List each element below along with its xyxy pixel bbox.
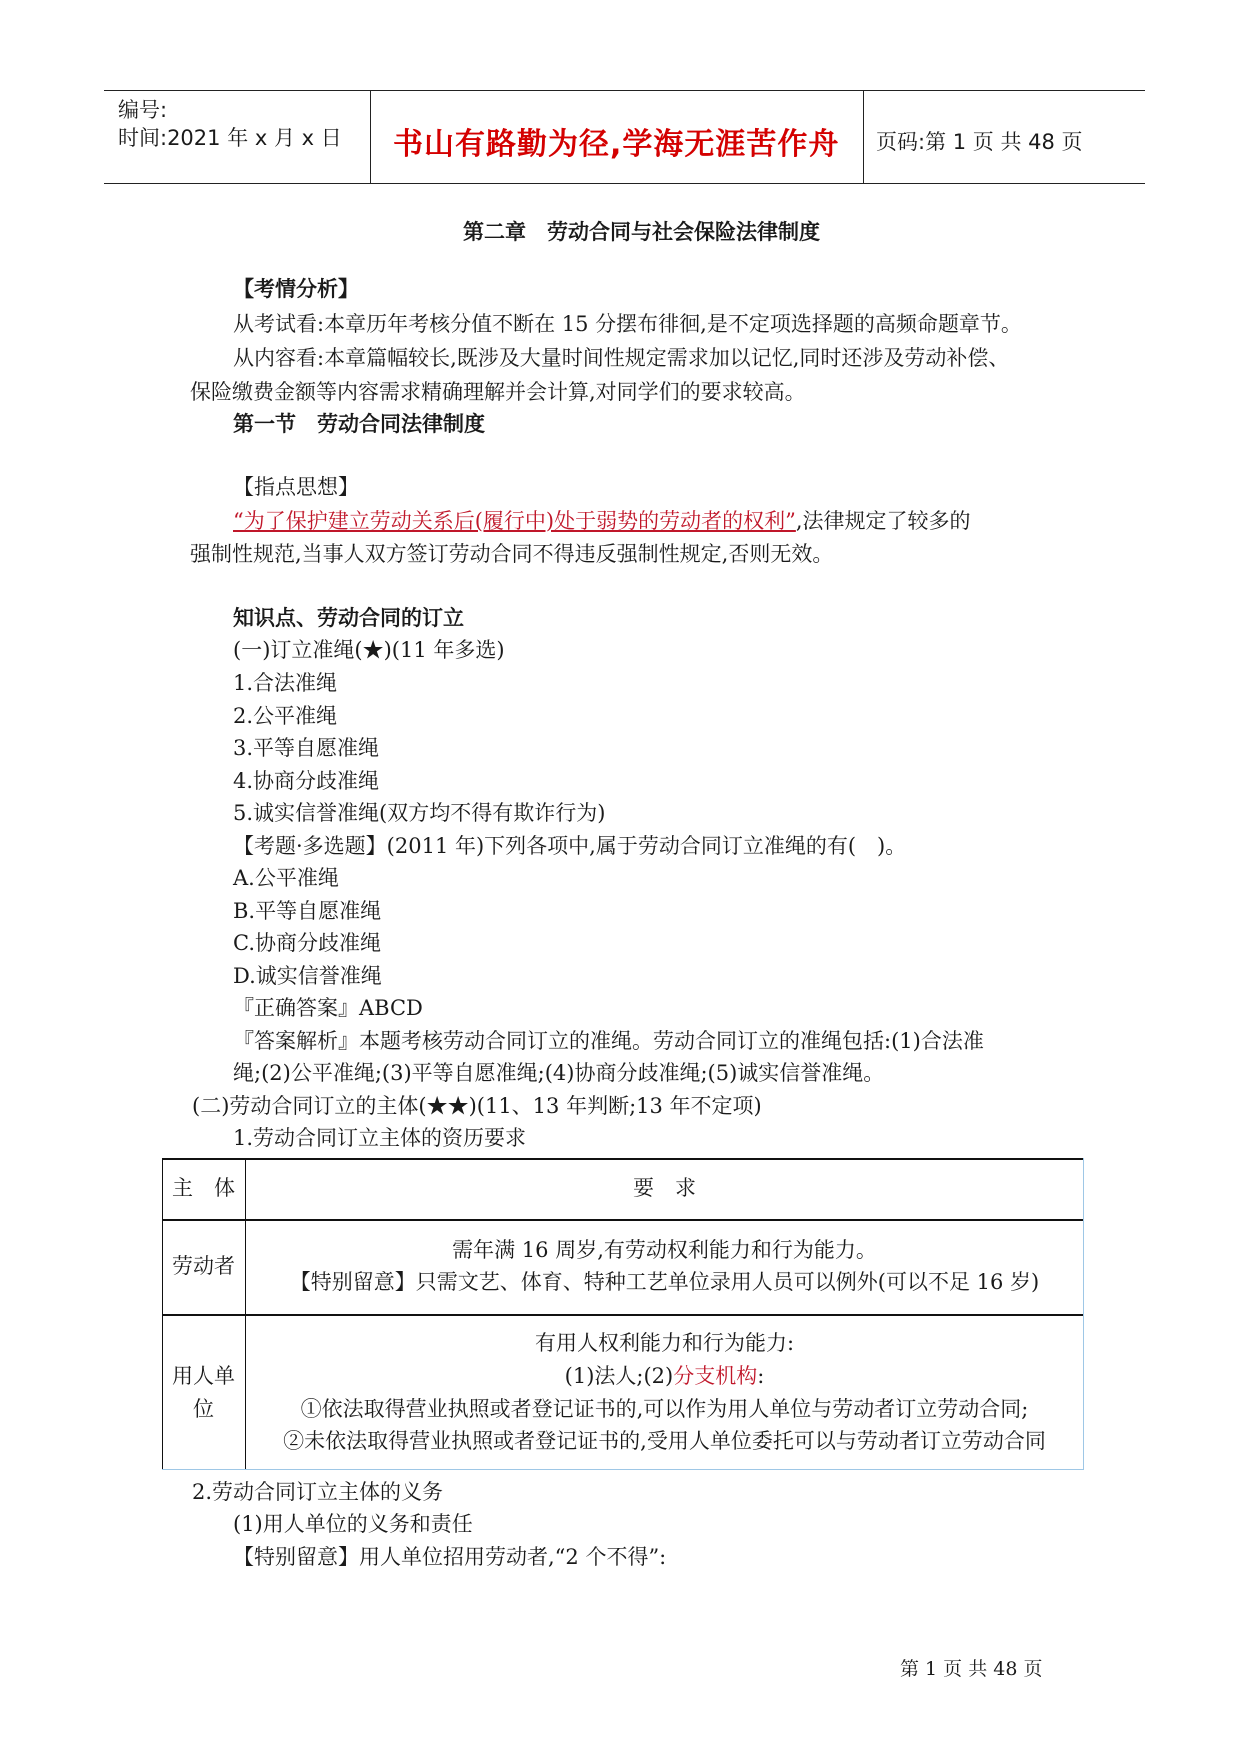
table-cell-employer-line-2 — [246, 1360, 1083, 1392]
table-row-label-worker: 劳动者 — [172, 1254, 235, 1278]
qualification-heading: 1.劳动合同订立主体的资历要求 — [233, 1126, 527, 1150]
principle-item: 2.公平准绳 — [233, 704, 338, 728]
guiding-quote: “为了保护建立劳动关系后(履行中)处于弱势的劳动者的权利” — [233, 509, 796, 533]
header-divider-left — [370, 91, 371, 184]
table-rule-bottom-right — [246, 1469, 1084, 1470]
table-cell-employer-line-4: ②未依法取得营业执照或者登记证书的,受用人单位委托可以与劳动者订立劳动合同 — [283, 1429, 1046, 1453]
table-rule-header — [162, 1219, 1084, 1221]
section-title: 第一节 劳动合同法律制度 — [233, 412, 485, 436]
table-rule-top — [162, 1158, 1084, 1160]
exam-question: 【考题·多选题】(2011 年)下列各项中,属于劳动合同订立准绳的有( )。 — [233, 834, 907, 858]
table-cell-worker-line-1: 需年满 16 周岁,有劳动权利能力和行为能力。 — [452, 1238, 877, 1262]
table-row-label-employer-a: 用人单 — [172, 1364, 235, 1388]
duties-heading: 2.劳动合同订立主体的义务 — [192, 1480, 444, 1504]
table-header-subject: 主 体 — [172, 1176, 235, 1200]
option-item: C.协商分歧准绳 — [233, 931, 381, 955]
table-rule-left — [162, 1158, 163, 1469]
principle-item: 1.合法准绳 — [233, 671, 338, 695]
answer-analysis-line-2: 绳;(2)公平准绳;(3)平等自愿准绳;(4)协商分歧准绳;(5)诚实信誉准绳。 — [233, 1061, 885, 1085]
option-item: A.公平准绳 — [233, 866, 339, 890]
table-cell-employer-line-1: 有用人权利能力和行为能力: — [534, 1331, 795, 1355]
principles-subheading: (一)订立准绳(★)(11 年多选) — [233, 638, 505, 662]
guiding-line-2: 强制性规范,当事人双方签订劳动合同不得违反强制性规定,否则无效。 — [190, 542, 834, 566]
chapter-title: 第二章 劳动合同与社会保险法律制度 — [463, 220, 820, 244]
table-rule-row1 — [162, 1314, 1084, 1316]
knowledge-heading: 知识点、劳动合同的订立 — [233, 606, 464, 630]
duties-note: 【特别留意】用人单位招用劳动者,“2 个不得”: — [233, 1545, 667, 1569]
table-cell-worker-line-2: 【特别留意】只需文艺、体育、特种工艺单位录用人员可以例外(可以不足 16 岁) — [289, 1270, 1040, 1294]
guiding-rest: ,法律规定了较多的 — [795, 509, 971, 533]
principle-item: 5.诚实信誉准绳(双方均不得有欺诈行为) — [233, 801, 606, 825]
analysis-line-1: 从考试看:本章历年考核分值不断在 15 分摆布徘徊,是不定项选择题的高频命题章节。 — [233, 312, 1022, 336]
principle-item: 3.平等自愿准绳 — [233, 736, 380, 760]
option-item: D.诚实信誉准绳 — [233, 964, 382, 988]
header-divider-right — [863, 91, 864, 184]
analysis-line-3: 保险缴费金额等内容需求精确理解并会计算,对同学们的要求较高。 — [190, 380, 806, 404]
header-bottom-rule — [104, 183, 1145, 184]
employer-colon: : — [757, 1364, 765, 1388]
header-top-rule — [104, 90, 1145, 91]
answer-analysis-line-1: 『答案解析』本题考核劳动合同订立的准绳。劳动合同订立的准绳包括:(1)合法准 — [233, 1029, 984, 1053]
guiding-heading: 【指点思想】 — [233, 475, 359, 499]
header-motto: 书山有路勤为径,学海无涯苦作舟 — [393, 127, 840, 162]
option-item: B.平等自愿准绳 — [233, 899, 382, 923]
duties-subheading: (1)用人单位的义务和责任 — [233, 1512, 473, 1536]
table-row-label-employer-b: 位 — [193, 1397, 214, 1421]
guiding-line-1 — [233, 505, 971, 538]
employer-legal-person: (1)法人;(2) — [564, 1364, 674, 1388]
table-rule-right — [1083, 1158, 1084, 1469]
table-header-requirement: 要 求 — [633, 1176, 696, 1200]
principle-item: 4.协商分歧准绳 — [233, 769, 380, 793]
correct-answer: 『正确答案』ABCD — [233, 996, 423, 1020]
header-time-label: 时间:2021 年 x 月 x 日 — [118, 126, 342, 150]
analysis-line-2: 从内容看:本章篇幅较长,既涉及大量时间性规定需求加以记忆,同时还涉及劳动补偿、 — [233, 346, 1010, 370]
employer-branch: 分支机构 — [673, 1364, 758, 1388]
table-cell-employer-line-3: ①依法取得营业执照或者登记证书的,可以作为用人单位与劳动者订立劳动合同; — [300, 1397, 1029, 1421]
subject-subheading: (二)劳动合同订立的主体(★★)(11、13 年判断;13 年不定项) — [192, 1094, 762, 1118]
header-number-label: 编号: — [118, 98, 168, 122]
header-page-label: 页码:第 1 页 共 48 页 — [876, 130, 1083, 154]
table-rule-bottom — [162, 1469, 246, 1470]
analysis-heading: 【考情分析】 — [233, 277, 359, 301]
footer-page-number: 第 1 页 共 48 页 — [900, 1658, 1043, 1680]
